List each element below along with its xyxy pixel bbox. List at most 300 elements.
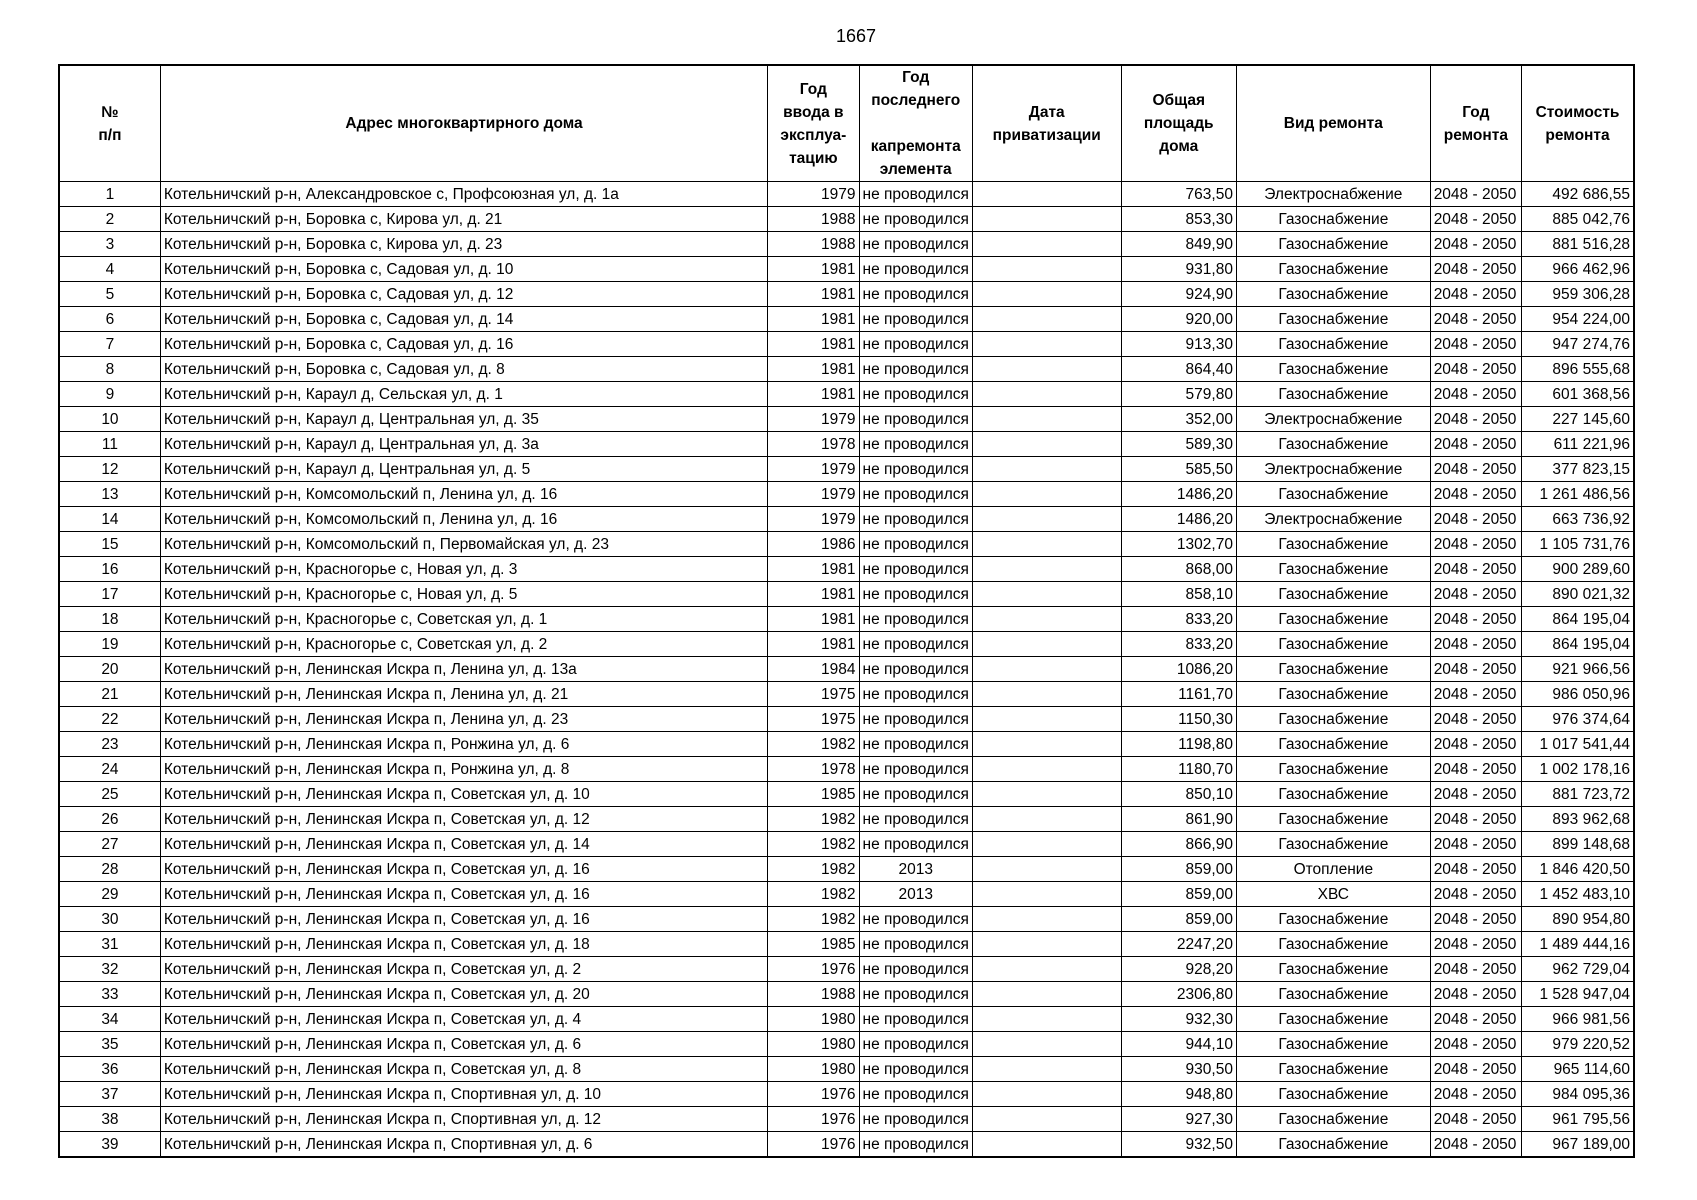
cell-area: 589,30: [1121, 432, 1236, 457]
cell-address: Котельничский р-н, Караул д, Сельская ул, д. 1: [160, 382, 767, 407]
cell-repair-type: Газоснабжение: [1236, 207, 1430, 232]
cell-no: 9: [59, 382, 160, 407]
cell-cost: 1 017 541,44: [1522, 732, 1634, 757]
cell-address: Котельничский р-н, Ленинская Искра п, Спортивная ул, д. 6: [160, 1132, 767, 1158]
cell-address: Котельничский р-н, Комсомольский п, Первомайская ул, д. 23: [160, 532, 767, 557]
cell-area: 924,90: [1121, 282, 1236, 307]
cell-area: 1486,20: [1121, 482, 1236, 507]
cell-cost: 967 189,00: [1522, 1132, 1634, 1158]
cell-cost: 921 966,56: [1522, 657, 1634, 682]
cell-address: Котельничский р-н, Ленинская Искра п, Спортивная ул, д. 12: [160, 1107, 767, 1132]
cell-area: 928,20: [1121, 957, 1236, 982]
cell-repair-type: Газоснабжение: [1236, 357, 1430, 382]
cell-repair-year: 2048 - 2050: [1430, 257, 1521, 282]
cell-cost: 961 795,56: [1522, 1107, 1634, 1132]
cell-area: 1150,30: [1121, 707, 1236, 732]
cell-privatization: [972, 207, 1121, 232]
cell-last-repair: 2013: [859, 882, 972, 907]
cell-cost: 492 686,55: [1522, 182, 1634, 207]
cell-privatization: [972, 1032, 1121, 1057]
cell-repair-type: Газоснабжение: [1236, 982, 1430, 1007]
table-row: [59, 207, 1634, 232]
cell-privatization: [972, 907, 1121, 932]
cell-address: Котельничский р-н, Ленинская Искра п, Советская ул, д. 10: [160, 782, 767, 807]
cell-privatization: [972, 482, 1121, 507]
cell-privatization: [972, 432, 1121, 457]
cell-area: 859,00: [1121, 882, 1236, 907]
cell-repair-type: Газоснабжение: [1236, 632, 1430, 657]
table-row: [59, 932, 1634, 957]
cell-address: Котельничский р-н, Комсомольский п, Ленина ул, д. 16: [160, 507, 767, 532]
cell-area: 1161,70: [1121, 682, 1236, 707]
cell-repair-year: 2048 - 2050: [1430, 682, 1521, 707]
cell-no: 28: [59, 857, 160, 882]
table-row: [59, 507, 1634, 532]
cell-privatization: [972, 307, 1121, 332]
cell-repair-type: Газоснабжение: [1236, 1007, 1430, 1032]
header-line: дома: [1159, 138, 1199, 155]
cell-repair-year: 2048 - 2050: [1430, 1057, 1521, 1082]
table-row: [59, 482, 1634, 507]
cell-area: 859,00: [1121, 907, 1236, 932]
cell-area: 931,80: [1121, 257, 1236, 282]
cell-repair-year: 2048 - 2050: [1430, 1007, 1521, 1032]
header-no: [59, 65, 160, 182]
table-row: [59, 457, 1634, 482]
cell-repair-year: 2048 - 2050: [1430, 432, 1521, 457]
cell-cost: 966 981,56: [1522, 1007, 1634, 1032]
cell-area: 861,90: [1121, 807, 1236, 832]
cell-year-built: 1975: [768, 707, 859, 732]
cell-no: 10: [59, 407, 160, 432]
cell-cost: 1 105 731,76: [1522, 532, 1634, 557]
cell-repair-type: Газоснабжение: [1236, 957, 1430, 982]
cell-address: Котельничский р-н, Боровка с, Садовая ул, д. 14: [160, 307, 767, 332]
table-row: [59, 807, 1634, 832]
cell-repair-year: 2048 - 2050: [1430, 1107, 1521, 1132]
cell-cost: 864 195,04: [1522, 607, 1634, 632]
cell-last-repair: не проводился: [859, 532, 972, 557]
cell-privatization: [972, 882, 1121, 907]
cell-repair-type: Газоснабжение: [1236, 582, 1430, 607]
cell-repair-year: 2048 - 2050: [1430, 482, 1521, 507]
table-row: [59, 307, 1634, 332]
cell-cost: 900 289,60: [1522, 557, 1634, 582]
cell-repair-type: Газоснабжение: [1236, 557, 1430, 582]
cell-cost: 1 261 486,56: [1522, 482, 1634, 507]
cell-privatization: [972, 332, 1121, 357]
cell-address: Котельничский р-н, Ленинская Искра п, Ленина ул, д. 21: [160, 682, 767, 707]
header-repair-type: [1236, 65, 1430, 182]
table-row: [59, 657, 1634, 682]
header-line: Общая: [1152, 92, 1206, 109]
cell-privatization: [972, 1132, 1121, 1158]
cell-last-repair: не проводился: [859, 1132, 972, 1158]
cell-last-repair: не проводился: [859, 782, 972, 807]
header-line: Год: [1462, 103, 1490, 121]
cell-address: Котельничский р-н, Ленинская Искра п, Ленина ул, д. 13а: [160, 657, 767, 682]
cell-address: Котельничский р-н, Комсомольский п, Ленина ул, д. 16: [160, 482, 767, 507]
cell-year-built: 1982: [768, 807, 859, 832]
cell-repair-type: Газоснабжение: [1236, 257, 1430, 282]
cell-cost: 864 195,04: [1522, 632, 1634, 657]
cell-no: 7: [59, 332, 160, 357]
cell-address: Котельничский р-н, Боровка с, Садовая ул, д. 16: [160, 332, 767, 357]
cell-area: 2306,80: [1121, 982, 1236, 1007]
cell-repair-year: 2048 - 2050: [1430, 907, 1521, 932]
cell-area: 579,80: [1121, 382, 1236, 407]
cell-last-repair: не проводился: [859, 482, 972, 507]
cell-repair-year: 2048 - 2050: [1430, 407, 1521, 432]
cell-privatization: [972, 857, 1121, 882]
cell-no: 14: [59, 507, 160, 532]
cell-year-built: 1984: [768, 657, 859, 682]
cell-no: 34: [59, 1007, 160, 1032]
cell-repair-year: 2048 - 2050: [1430, 507, 1521, 532]
repair-registry-table: [58, 64, 1635, 1158]
cell-no: 26: [59, 807, 160, 832]
cell-last-repair: не проводился: [859, 757, 972, 782]
cell-last-repair: не проводился: [859, 982, 972, 1007]
cell-cost: 601 368,56: [1522, 382, 1634, 407]
cell-address: Котельничский р-н, Боровка с, Садовая ул, д. 8: [160, 357, 767, 382]
header-address: [160, 65, 767, 182]
cell-year-built: 1979: [768, 507, 859, 532]
cell-year-built: 1982: [768, 732, 859, 757]
table-row: [59, 632, 1634, 657]
cell-repair-year: 2048 - 2050: [1430, 307, 1521, 332]
cell-cost: 976 374,64: [1522, 707, 1634, 732]
cell-repair-year: 2048 - 2050: [1430, 532, 1521, 557]
cell-cost: 611 221,96: [1522, 432, 1634, 457]
table-row: [59, 1107, 1634, 1132]
cell-privatization: [972, 1007, 1121, 1032]
cell-year-built: 1976: [768, 1107, 859, 1132]
header-repair-year: [1430, 65, 1521, 182]
header-last-repair: [859, 65, 972, 182]
cell-area: 850,10: [1121, 782, 1236, 807]
cell-repair-type: Газоснабжение: [1236, 1107, 1430, 1132]
cell-cost: 966 462,96: [1522, 257, 1634, 282]
table-row: [59, 907, 1634, 932]
cell-year-built: 1985: [768, 782, 859, 807]
page-number: 1667: [835, 26, 877, 46]
cell-cost: 885 042,76: [1522, 207, 1634, 232]
cell-repair-year: 2048 - 2050: [1430, 332, 1521, 357]
cell-privatization: [972, 1057, 1121, 1082]
table-row: [59, 732, 1634, 757]
cell-address: Котельничский р-н, Боровка с, Кирова ул, д. 21: [160, 207, 767, 232]
cell-cost: 979 220,52: [1522, 1032, 1634, 1057]
cell-privatization: [972, 182, 1121, 207]
cell-cost: 1 528 947,04: [1522, 982, 1634, 1007]
cell-cost: 947 274,76: [1522, 332, 1634, 357]
cell-area: 868,00: [1121, 557, 1236, 582]
header-line: №: [101, 103, 119, 121]
cell-area: 864,40: [1121, 357, 1236, 382]
cell-address: Котельничский р-н, Ленинская Искра п, Ленина ул, д. 23: [160, 707, 767, 732]
cell-area: 1086,20: [1121, 657, 1236, 682]
cell-year-built: 1988: [768, 982, 859, 1007]
cell-no: 23: [59, 732, 160, 757]
cell-area: 859,00: [1121, 857, 1236, 882]
cell-no: 18: [59, 607, 160, 632]
cell-repair-year: 2048 - 2050: [1430, 582, 1521, 607]
cell-privatization: [972, 682, 1121, 707]
cell-repair-type: Газоснабжение: [1236, 307, 1430, 332]
cell-repair-type: Газоснабжение: [1236, 1132, 1430, 1158]
cell-repair-type: Газоснабжение: [1236, 432, 1430, 457]
header-privatization: [972, 65, 1121, 182]
table-row: [59, 782, 1634, 807]
cell-repair-year: 2048 - 2050: [1430, 632, 1521, 657]
cell-cost: 1 846 420,50: [1522, 857, 1634, 882]
header-line: капремонта: [870, 138, 961, 155]
cell-no: 11: [59, 432, 160, 457]
cell-address: Котельничский р-н, Боровка с, Садовая ул, д. 10: [160, 257, 767, 282]
table-row: [59, 407, 1634, 432]
cell-last-repair: не проводился: [859, 807, 972, 832]
cell-no: 21: [59, 682, 160, 707]
cell-repair-year: 2048 - 2050: [1430, 782, 1521, 807]
cell-year-built: 1981: [768, 282, 859, 307]
cell-year-built: 1981: [768, 357, 859, 382]
cell-no: 36: [59, 1057, 160, 1082]
cell-privatization: [972, 732, 1121, 757]
header-line: последнего: [871, 92, 961, 109]
table-row: [59, 1007, 1634, 1032]
table-row: [59, 332, 1634, 357]
cell-year-built: 1981: [768, 332, 859, 357]
cell-no: 31: [59, 932, 160, 957]
cell-repair-type: ХВС: [1236, 882, 1430, 907]
cell-area: 853,30: [1121, 207, 1236, 232]
cell-repair-year: 2048 - 2050: [1430, 1082, 1521, 1107]
cell-repair-year: 2048 - 2050: [1430, 457, 1521, 482]
cell-no: 35: [59, 1032, 160, 1057]
cell-repair-year: 2048 - 2050: [1430, 232, 1521, 257]
cell-last-repair: не проводился: [859, 557, 972, 582]
cell-area: 932,50: [1121, 1132, 1236, 1158]
cell-last-repair: не проводился: [859, 657, 972, 682]
cell-repair-year: 2048 - 2050: [1430, 732, 1521, 757]
cell-last-repair: не проводился: [859, 832, 972, 857]
cell-year-built: 1979: [768, 482, 859, 507]
cell-area: 944,10: [1121, 1032, 1236, 1057]
table-row: [59, 1032, 1634, 1057]
cell-repair-type: Газоснабжение: [1236, 232, 1430, 257]
cell-repair-type: Газоснабжение: [1236, 782, 1430, 807]
cell-last-repair: не проводился: [859, 507, 972, 532]
cell-year-built: 1982: [768, 857, 859, 882]
cell-no: 24: [59, 757, 160, 782]
cell-year-built: 1988: [768, 232, 859, 257]
cell-repair-year: 2048 - 2050: [1430, 832, 1521, 857]
cell-repair-year: 2048 - 2050: [1430, 182, 1521, 207]
cell-repair-year: 2048 - 2050: [1430, 282, 1521, 307]
table-row: [59, 282, 1634, 307]
cell-cost: 893 962,68: [1522, 807, 1634, 832]
cell-repair-type: Электроснабжение: [1236, 507, 1430, 532]
cell-last-repair: не проводился: [859, 1057, 972, 1082]
cell-last-repair: не проводился: [859, 282, 972, 307]
cell-year-built: 1981: [768, 257, 859, 282]
header-line: ввода в: [783, 103, 844, 121]
cell-privatization: [972, 582, 1121, 607]
header-line: Дата: [1028, 103, 1065, 121]
cell-repair-year: 2048 - 2050: [1430, 757, 1521, 782]
cell-repair-type: Газоснабжение: [1236, 382, 1430, 407]
cell-last-repair: не проводился: [859, 957, 972, 982]
cell-cost: 1 489 444,16: [1522, 932, 1634, 957]
cell-year-built: 1979: [768, 457, 859, 482]
cell-repair-type: Газоснабжение: [1236, 682, 1430, 707]
cell-privatization: [972, 232, 1121, 257]
cell-cost: 881 723,72: [1522, 782, 1634, 807]
cell-privatization: [972, 1107, 1121, 1132]
table-row: [59, 582, 1634, 607]
cell-last-repair: 2013: [859, 857, 972, 882]
cell-repair-year: 2048 - 2050: [1430, 857, 1521, 882]
cell-address: Котельничский р-н, Красногорье с, Новая ул, д. 5: [160, 582, 767, 607]
cell-no: 39: [59, 1132, 160, 1158]
header-line: ремонта: [1545, 126, 1610, 144]
cell-repair-type: Газоснабжение: [1236, 607, 1430, 632]
cell-no: 29: [59, 882, 160, 907]
cell-year-built: 1980: [768, 1032, 859, 1057]
cell-privatization: [972, 707, 1121, 732]
cell-area: 858,10: [1121, 582, 1236, 607]
cell-no: 5: [59, 282, 160, 307]
cell-privatization: [972, 782, 1121, 807]
cell-repair-year: 2048 - 2050: [1430, 982, 1521, 1007]
cell-last-repair: не проводился: [859, 932, 972, 957]
table-row: [59, 257, 1634, 282]
cell-repair-type: Газоснабжение: [1236, 907, 1430, 932]
cell-repair-year: 2048 - 2050: [1430, 207, 1521, 232]
cell-no: 33: [59, 982, 160, 1007]
cell-repair-type: Электроснабжение: [1236, 457, 1430, 482]
cell-address: Котельничский р-н, Боровка с, Кирова ул, д. 23: [160, 232, 767, 257]
cell-privatization: [972, 282, 1121, 307]
cell-privatization: [972, 932, 1121, 957]
cell-address: Котельничский р-н, Александровское с, Профсоюзная ул, д. 1а: [160, 182, 767, 207]
cell-year-built: 1981: [768, 582, 859, 607]
cell-no: 2: [59, 207, 160, 232]
cell-cost: 1 452 483,10: [1522, 882, 1634, 907]
cell-last-repair: не проводился: [859, 607, 972, 632]
cell-no: 38: [59, 1107, 160, 1132]
cell-no: 6: [59, 307, 160, 332]
cell-address: Котельничский р-н, Ленинская Искра п, Ронжина ул, д. 8: [160, 757, 767, 782]
cell-year-built: 1981: [768, 632, 859, 657]
cell-cost: 896 555,68: [1522, 357, 1634, 382]
cell-repair-type: Газоснабжение: [1236, 482, 1430, 507]
cell-last-repair: не проводился: [859, 1107, 972, 1132]
cell-repair-type: Газоснабжение: [1236, 282, 1430, 307]
cell-year-built: 1986: [768, 532, 859, 557]
cell-year-built: 1988: [768, 207, 859, 232]
cell-last-repair: не проводился: [859, 1032, 972, 1057]
cell-cost: 986 050,96: [1522, 682, 1634, 707]
cell-repair-year: 2048 - 2050: [1430, 357, 1521, 382]
cell-no: 12: [59, 457, 160, 482]
cell-last-repair: не проводился: [859, 357, 972, 382]
cell-year-built: 1982: [768, 882, 859, 907]
cell-no: 4: [59, 257, 160, 282]
cell-area: 1180,70: [1121, 757, 1236, 782]
table-row: [59, 882, 1634, 907]
cell-year-built: 1975: [768, 682, 859, 707]
cell-no: 37: [59, 1082, 160, 1107]
cell-area: 849,90: [1121, 232, 1236, 257]
cell-area: 920,00: [1121, 307, 1236, 332]
cell-last-repair: не проводился: [859, 457, 972, 482]
cell-year-built: 1978: [768, 757, 859, 782]
cell-last-repair: не проводился: [859, 207, 972, 232]
table-row: [59, 982, 1634, 1007]
cell-address: Котельничский р-н, Ленинская Искра п, Советская ул, д. 14: [160, 832, 767, 857]
header-line: элемента: [879, 161, 952, 178]
cell-last-repair: не проводился: [859, 432, 972, 457]
cell-privatization: [972, 807, 1121, 832]
cell-repair-type: Газоснабжение: [1236, 1082, 1430, 1107]
cell-address: Котельничский р-н, Красногорье с, Советская ул, д. 2: [160, 632, 767, 657]
cell-repair-year: 2048 - 2050: [1430, 707, 1521, 732]
cell-repair-type: Газоснабжение: [1236, 732, 1430, 757]
header-cost: [1522, 65, 1634, 182]
table-row: [59, 1057, 1634, 1082]
cell-area: 585,50: [1121, 457, 1236, 482]
cell-no: 19: [59, 632, 160, 657]
cell-repair-type: Газоснабжение: [1236, 807, 1430, 832]
cell-no: 1: [59, 182, 160, 207]
header-line: эксплуа-: [780, 126, 847, 144]
cell-no: 8: [59, 357, 160, 382]
cell-area: 352,00: [1121, 407, 1236, 432]
cell-address: Котельничский р-н, Ленинская Искра п, Советская ул, д. 4: [160, 1007, 767, 1032]
cell-cost: 377 823,15: [1522, 457, 1634, 482]
cell-repair-type: Газоснабжение: [1236, 707, 1430, 732]
cell-last-repair: не проводился: [859, 582, 972, 607]
cell-address: Котельничский р-н, Ленинская Искра п, Советская ул, д. 2: [160, 957, 767, 982]
header-line: приватизации: [992, 126, 1101, 144]
cell-year-built: 1981: [768, 307, 859, 332]
header-line: [863, 112, 969, 135]
cell-last-repair: не проводился: [859, 232, 972, 257]
table-row: [59, 682, 1634, 707]
cell-year-built: 1981: [768, 382, 859, 407]
cell-year-built: 1980: [768, 1007, 859, 1032]
table-row: [59, 557, 1634, 582]
cell-year-built: 1981: [768, 557, 859, 582]
cell-address: Котельничский р-н, Ленинская Искра п, Советская ул, д. 16: [160, 857, 767, 882]
cell-area: 932,30: [1121, 1007, 1236, 1032]
cell-area: 930,50: [1121, 1057, 1236, 1082]
table-row: [59, 1082, 1634, 1107]
cell-year-built: 1976: [768, 1132, 859, 1158]
cell-repair-type: Газоснабжение: [1236, 657, 1430, 682]
cell-repair-year: 2048 - 2050: [1430, 557, 1521, 582]
table-row: [59, 857, 1634, 882]
cell-cost: 663 736,92: [1522, 507, 1634, 532]
table-row: [59, 232, 1634, 257]
cell-repair-type: Электроснабжение: [1236, 182, 1430, 207]
table-row: [59, 357, 1634, 382]
cell-area: 1198,80: [1121, 732, 1236, 757]
cell-no: 17: [59, 582, 160, 607]
cell-privatization: [972, 657, 1121, 682]
